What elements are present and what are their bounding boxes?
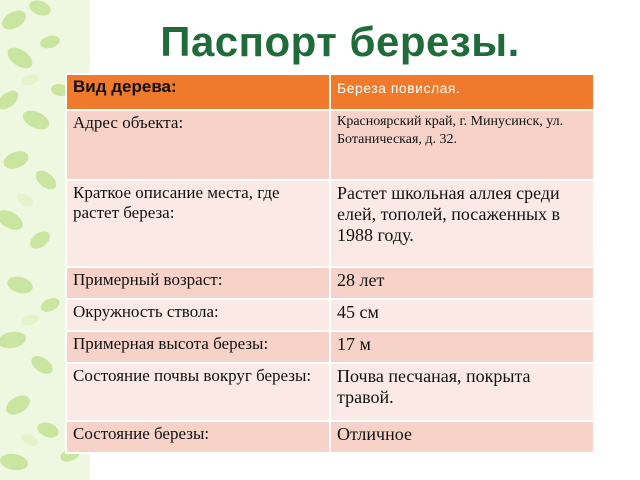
tree-condition-value: Отличное	[330, 421, 594, 453]
address-value: Красноярский край, г. Минусинск, ул. Ботаническая, д. 32.	[330, 110, 594, 180]
place-description-label: Краткое описание места, где растет береза:	[66, 180, 330, 267]
table-row	[66, 110, 594, 180]
trunk-girth-label: Окружность ствола:	[66, 299, 330, 331]
height-value: 17 м	[330, 331, 594, 363]
address-label: Адрес объекта:	[66, 110, 330, 180]
tree-species-label: Вид дерева:	[66, 74, 330, 110]
table-row	[66, 267, 594, 299]
trunk-girth-value: 45 см	[330, 299, 594, 331]
soil-condition-label: Состояние почвы вокруг березы:	[66, 363, 330, 421]
age-label: Примерный возраст:	[66, 267, 330, 299]
table-header-row	[66, 74, 594, 110]
table-row	[66, 299, 594, 331]
age-value: 28 лет	[330, 267, 594, 299]
table-row	[66, 331, 594, 363]
table-row	[66, 180, 594, 267]
place-description-value: Растет школьная аллея среди елей, тополей, посаженных в 1988 году.	[330, 180, 594, 267]
tree-species-value: Береза повислая.	[330, 74, 594, 110]
height-label: Примерная высота березы:	[66, 331, 330, 363]
table-row	[66, 421, 594, 453]
tree-condition-label: Состояние березы:	[66, 421, 330, 453]
birch-passport-table	[65, 73, 595, 454]
soil-condition-value: Почва песчаная, покрыта травой.	[330, 363, 594, 421]
page-title: Паспорт березы.	[160, 18, 520, 65]
table-row	[66, 363, 594, 421]
